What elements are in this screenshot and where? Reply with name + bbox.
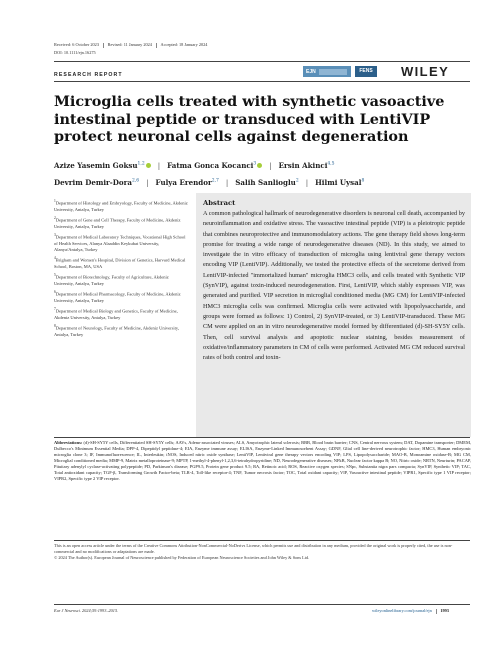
section-label: RESEARCH REPORT (54, 72, 123, 78)
received-date: Received: 6 October 2023 (54, 42, 99, 47)
license-text: This is an open access article under the terms of the Creative Commons Attribution-NonCommercial-NoDerivs License, which permits use and distribution in any medium, provided the original work is properly cited, the use is non-commercial and no modifications or adaptations are made. (54, 543, 453, 554)
footer-links (372, 608, 449, 614)
license-note (54, 543, 471, 561)
abbreviations-text: (d)-SH-SY5Y cells, Differentiated SH-SY5Y cells; AAVs, Adeno-associated viruses; ALS, Amyotrophic lateral sclerosis; BBB, Blood brain barrier; CNS, Central nervous system; DAT, Dopamine transporter; DMEM, Dulbecco's Minimum Essential Media; DPP-4, Dipeptidyl peptidase-4; EIA, Enzyme immune assay; ELISA, Enzyme-Linked Immunosorbent Assay; GDNF, Glial cell line-derived neurotrophic factor; HMC3, Human embryonic microglia clone 3; IF, Immunofluorescence; IL, Interleukin; iNOS, Induced nitric oxide synthase; LentiVIP, Lentiviral gene therapy vectors encoding VIP; LPS, Lipopolysaccharide; MAO-B, Monoamine oxidase-B; MG CM, Microglial conditioned media; MMP-9, Matrix metalloproteinase-9; MPTP, 1-methyl-4-phenyl-1,2,3,6-tetrahydropyridine; ND, Neurodegenerative diseases; NFkB, Nuclear factor kappa B; NO, Nitric oxide; NRTN, Neurturin; PACAP, Pituitary adenylyl cyclase-activating polypeptide; PD, Parkinson's disease; PGP9.5, Protein gene product 9.5; RA, Retinoic acid; ROS, Reactive oxygen species; SNpc, Substantia nigra pars compacta; SynVIP, Synthetic VIP; TAC, Total antioxidant capacity; TGF-β, Transforming Growth Factor-beta; TLR-4, Toll-like receptor-4; TNF, Tumor necrosis factor; TOC, Total oxidant capacity; VIP, Vasoactive intestinal peptide; VIPR1, Specific type 1 VIP receptor; VIPR2, Specific type 2 VIP receptor. (54, 440, 471, 482)
author-list (54, 157, 474, 190)
author-name[interactable]: Devrim Demir-Dora$^{2,6}$ (54, 177, 140, 187)
revised-date: Revised: 11 January 2024 (107, 42, 152, 47)
divider (156, 43, 157, 48)
affiliation-item: $^2$Department of Gene and Cell Therapy, Faculty of Medicine, Akdeniz University, Antalya, Turkey (54, 215, 181, 229)
abbreviations-rule (54, 437, 470, 438)
affiliation-item: $^8$Department of Neurology, Faculty of Medicine, Akdeniz University, Antalya, Turkey (54, 323, 179, 337)
abbreviations (54, 440, 471, 482)
abstract-heading: Abstract (203, 199, 236, 207)
author-affiliation-marker: 3 (253, 162, 257, 167)
header-rule (54, 61, 470, 62)
abbreviations-label: Abbreviations: (54, 440, 83, 445)
author-name[interactable]: Hilmi Uysal$^8$ (315, 177, 365, 187)
article-title: Microglia cells treated with synthetic vasoactive intestinal peptide or transduced with LentiVIP protect neuronal cells against degeneration (54, 93, 445, 145)
orcid-icon[interactable] (257, 163, 262, 168)
author-affiliation-marker: 8 (361, 178, 365, 184)
author-name[interactable]: Fulya Erendor$^{2,7}$ (155, 177, 219, 187)
abstract-text: A common pathological hallmark of neurodegenerative disorders is neuronal cell death, accompanied by neuroinflammation and oxidative stress. The vasoactive intestinal peptide (VIP) is a pleiotropic peptide that combines neuroprotective and immunomodulatory actions. The gene therapy field shows long-term promise for treating a wide range of neurodegenerative diseases (ND). In this study, we aimed to investigate the in vitro efficacy of transduction of microglia using lentiviral gene therapy vectors encoding VIP (LentiVIP). Additionally, we tested the protective effects of the secretome derived from LentiVIP-infected "immortalized human" microglia HMC3 cells, and cells treated with Synthetic VIP (SynVIP), against toxin-induced neurodegeneration. First, LentiVIP, which stably expresses VIP, was generated and purified. VIP secretion in microglial conditioned media (MG CM) for LentiVIP-infected HMC3 microglia cells was confirmed. Microglia cells were activated with lipopolysaccharide, and groups were formed as follows: 1) Control, 2) SynVIP-treated, or 3) LentiVIP-transduced. These MG CM were applied on an in vitro neurodegenerative model formed by differentiated (d)-SH-SY5Y cells. Then, cell survival analysis and apoptotic nuclear staining, besides measurement of oxidative/inflammatory parameters in CM of cells were performed. Activated MG CM reduced survival rates of both control and toxin- (203, 210, 465, 362)
license-rule (54, 540, 470, 541)
affiliation-item: $^5$Department of Biotechnology, Faculty of Agriculture, Akdeniz University, Antalya, Turkey (54, 273, 169, 286)
ejn-logo: EJN (303, 66, 351, 77)
journal-citation: Eur J Neurosci. 2024;59:1993–2015. (54, 608, 119, 613)
accepted-date: Accepted: 18 January 2024 (160, 42, 208, 47)
author-name[interactable]: Fatma Gonca Kocanci$^3$ (167, 161, 262, 170)
ejn-journal-bar (319, 69, 347, 75)
affiliation-item: $^6$Department of Medical Pharmacology, Faculty of Medicine, Akdeniz University, Antalya, Turkey (54, 290, 181, 303)
author-name[interactable]: Ersin Akinci$^{4,5}$ (278, 161, 335, 171)
author-affiliation-marker: 1,2 (137, 162, 145, 167)
affiliation-item: $^7$Department of Medical Biology and Genetics, Faculty of Medicine, Akdeniz University, Antalya, Turkey (54, 307, 178, 320)
article-dates (54, 42, 207, 48)
divider (436, 609, 437, 614)
copyright-text: © 2024 The Author(s). European Journal of Neuroscience published by Federation of European Neuroscience Societies and John Wiley & Sons Ltd. (54, 555, 310, 560)
page-number: 1993 (440, 608, 449, 613)
doi[interactable]: DOI: 10.1111/ejn.16275 (54, 50, 96, 55)
author-affiliation-marker: 2 (295, 178, 299, 184)
abstract-box (196, 193, 471, 437)
footer-rule (54, 604, 470, 605)
author-affiliation-marker: 2,6 (131, 178, 140, 184)
fens-logo: FENS (355, 66, 377, 77)
orcid-icon[interactable] (146, 163, 151, 168)
wiley-logo: WILEY (401, 64, 450, 79)
author-affiliation-marker: 2,7 (211, 178, 219, 184)
affiliations (54, 198, 189, 340)
author-separator: | (225, 177, 229, 187)
author-affiliation-marker: 4,5 (327, 162, 335, 167)
journal-url[interactable]: wileyonlinelibrary.com/journal/ejn (372, 608, 432, 613)
author-name[interactable]: Salih Sanlioglu$^2$ (235, 177, 299, 187)
author-separator: | (269, 161, 272, 171)
author-separator: | (146, 177, 149, 187)
affiliation-item: $^1$Department of Histology and Embryology, Faculty of Medicine, Akdeniz University, Antalya, Turkey (54, 199, 188, 212)
author-name[interactable]: Azize Yasemin Goksu$^{1,2}$ (54, 161, 151, 170)
affiliation-item: $^4$Brigham and Women's Hospital, Division of Genetics, Harvard Medical School, Boston, MA, USA (54, 256, 186, 269)
section-rule (54, 81, 470, 82)
author-separator: | (305, 177, 309, 187)
author-separator: | (157, 161, 161, 171)
affiliation-item: $^3$Department of Medical Laboratory Techniques, Vocational High School of Health Services, Alanya Alaaddin Keykubat University, Alanya/Antalya, Turkey (54, 232, 186, 252)
divider (103, 43, 104, 48)
